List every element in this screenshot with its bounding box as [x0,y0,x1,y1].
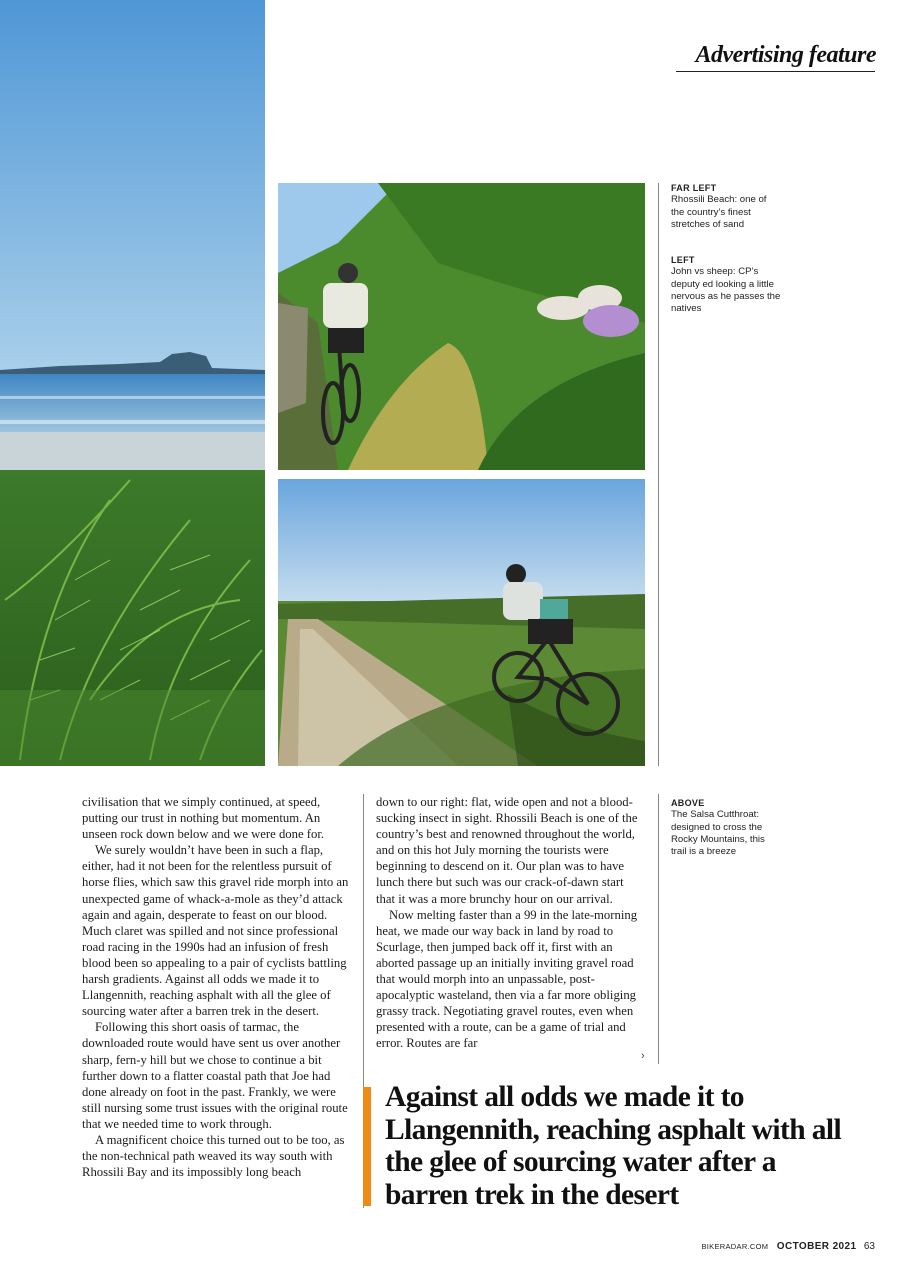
pull-quote-accent-bar [363,1087,371,1206]
paragraph: A magnificent choice this turned out to be too, as the non-technical path weaved its way south with Rhossili Bay and its impossibly long beach [82,1132,345,1180]
page-folio [600,1236,875,1254]
caption-rule-top [658,183,659,766]
caption-above [671,797,781,858]
rhossili-beach-photo [0,0,265,766]
caption-text: John vs sheep: CP’s deputy ed looking a little nervous as he passes the natives [671,266,781,315]
caption-label: ABOVE [671,798,705,808]
page-number: 63 [863,1241,875,1252]
advertising-feature-label: Advertising feature [695,42,876,68]
folio-date: OCTOBER 2021 [776,1241,857,1252]
paragraph: Following this short oasis of tarmac, the downloaded route would have sent us over another sharp, fern-y hill but we chose to continue a bit further down to a flatter coastal path that Joe had done already on foot in the past. Frankly, we were still nursing some trust issues with the original route that we needed time to work through. [82,1020,348,1131]
pull-quote: Against all odds we made it to Llangennith, reaching asphalt with all the glee of sourcing water after a barren trek in the desert [385,1081,842,1211]
caption-text: Rhossili Beach: one of the country’s finest stretches of sand [671,194,767,230]
body-column-2 [376,794,642,1052]
caption-left [671,254,781,315]
caption-label: LEFT [671,255,695,265]
body-column-1 [82,794,354,1180]
caption-label: FAR LEFT [671,183,717,193]
caption-rule-bottom [658,794,659,1064]
caption-far-left [671,182,781,231]
paragraph: civilisation that we simply continued, at speed, putting our trust in nothing but momentum. An unseen rock down below and we were done for. [82,795,325,842]
caption-text: The Salsa Cutthroat: designed to cross the Rocky Mountains, this trail is a breeze [671,809,765,858]
john-vs-sheep-photo [278,183,645,470]
continue-arrow-icon: › [641,1050,645,1062]
paragraph: We surely wouldn’t have been in such a flap, either, had it not been for the relentless pursuit of horse flies, which saw this gravel ride morph into an unexpected game of whack-a-mole as they’d attack again and again, desperate to feast on our blood. Much claret was spilled and not since professional road racing in the 1990s had an infusion of fresh blood been so appealing to a pair of cyclists battling harsh gradients. Against all odds we made it to Llangennith, reaching asphalt with all the glee of sourcing water after a barren trek in the desert. [82,843,349,1019]
paragraph: Now melting faster than a 99 in the late-morning heat, we made our way back in land by road to Scurlage, then jumped back off it, first with an aborted passage up an initially inviting gravel road that would morph into an unpassable, post-apocalyptic wasteland, then via a far more obliging grassy track. Negotiating gravel routes, even when presented with a route, can be a game of trial and error. Routes are far [376,907,638,1051]
folio-site: BIKERADAR.COM [701,1242,769,1251]
header-underline [676,71,875,72]
salsa-cutthroat-photo [278,479,645,766]
paragraph: down to our right: flat, wide open and not a blood-sucking insect in sight. Rhossili Beach is one of the country’s best and renowned throughout the world, and on this hot July morning the tourists were beginning to descend on it. Our plan was to have lunch there but such was our crack-of-dawn start that it was a more brunchy hour on our arrival. [376,795,638,906]
